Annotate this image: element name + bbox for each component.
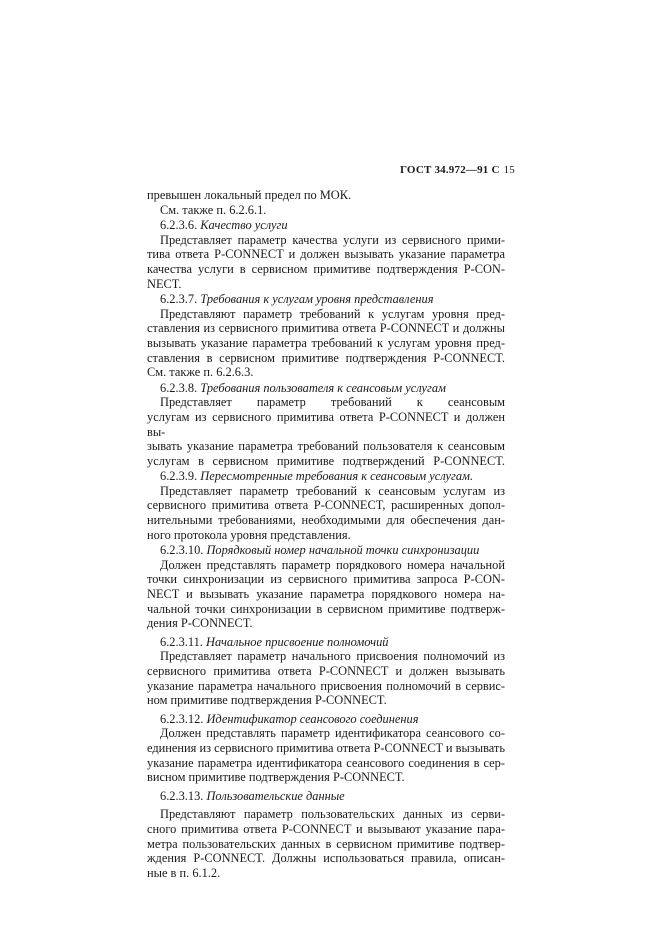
paragraph-line: метра пользовательских данных в сервисном примитиве подтвер- <box>147 836 505 851</box>
section-heading <box>147 381 505 396</box>
paragraph-line: NECT и вызывать указание параметра порядкового номера на- <box>147 587 505 602</box>
section-number: 6.2.3.13. <box>160 788 204 803</box>
section-6-2-3-9 <box>147 469 505 542</box>
section-title: Качество услуги <box>200 218 288 233</box>
section-number: 6.2.3.7. <box>160 292 198 307</box>
paragraph-line: услугам из сервисного примитива ответа P-CONNECT и должен вы- <box>147 409 505 439</box>
section-6-2-3-12 <box>147 712 505 785</box>
header-page-number: 15 <box>503 164 515 176</box>
section-heading <box>147 789 505 804</box>
section-title: Порядковый номер начальной точки синхронизации <box>206 543 480 558</box>
paragraph-line: единения из сервисного примитива ответа P-CONNECT и вызывать <box>147 740 505 755</box>
paragraph-line: сервисного примитива ответа P-CONNECT, расширенных допол- <box>147 498 505 513</box>
paragraph-line: чальной точки синхронизации в сервисном примитиве подтверж- <box>147 601 505 616</box>
paragraph-line: Должен представлять параметр идентификатора сеансового со- <box>160 726 505 741</box>
section-6-2-3-6 <box>147 218 505 291</box>
section-6-2-3-8 <box>147 381 505 469</box>
intro-line-2: См. также п. 6.2.6.1. <box>160 202 267 217</box>
document-body <box>147 188 505 880</box>
section-6-2-3-13 <box>147 789 505 881</box>
section-6-2-3-7 <box>147 292 505 380</box>
section-title: Требования пользователя к сеансовым услугам <box>200 380 446 395</box>
section-number: 6.2.3.12. <box>160 711 204 726</box>
paragraph-line: качества услуги в сервисном примитиве подтверждения P-CON- <box>147 261 505 276</box>
paragraph-line: дения P-CONNECT. <box>147 616 253 631</box>
paragraph-line: указание параметра идентификатора сеансового соединения в сер- <box>147 755 505 770</box>
page-header <box>400 164 515 176</box>
paragraph-line: Представляет параметр начального присвоения полномочий из <box>160 649 505 664</box>
section-heading <box>147 469 505 484</box>
section-6-2-3-11 <box>147 635 505 708</box>
section-title: Начальное присвоение полномочий <box>206 634 389 649</box>
paragraph-line: тива ответа P-CONNECT и должен вызывать указание параметра <box>147 247 505 262</box>
paragraph-line: ного протокола уровня представления. <box>147 527 351 542</box>
intro-line-1: превышен локальный предел по МОК. <box>147 188 352 202</box>
paragraph-line: См. также п. 6.2.6.3. <box>147 365 254 380</box>
section-title: Требования к услугам уровня представления <box>200 292 434 307</box>
section-heading <box>147 292 505 307</box>
paragraph-line: ставления из сервисного примитива ответа P-CONNECT и должны <box>147 321 505 336</box>
section-heading <box>147 635 505 650</box>
paragraph-line: услугам в сервисном примитиве подтверждений P-CONNECT. <box>147 453 505 468</box>
section-number: 6.2.3.9. <box>160 469 198 484</box>
paragraph-line: Должен представлять параметр порядкового номера начальной <box>160 557 505 572</box>
paragraph-line: Представляют параметр пользовательских данных из серви- <box>160 807 505 822</box>
paragraph-line: Представляет параметр качества услуги из сервисного прими- <box>160 232 505 247</box>
paragraph-line: ждения P-CONNECT. Должны использоваться правила, описан- <box>147 851 505 866</box>
paragraph-line: нительными требованиями, необходимыми для обеспечения дан- <box>147 513 505 528</box>
paragraph-line: ные в п. 6.1.2. <box>147 865 221 880</box>
section-title: Идентификатор сеансового соединения <box>206 711 419 726</box>
paragraph-line: Представляет параметр требований к сеансовым <box>160 395 505 410</box>
section-number: 6.2.3.11. <box>160 634 203 649</box>
section-heading <box>147 543 505 558</box>
section-number: 6.2.3.10. <box>160 543 204 558</box>
section-number: 6.2.3.8. <box>160 380 198 395</box>
paragraph-line: висном примитиве подтверждения P-CONNECT. <box>147 770 405 785</box>
paragraph-line: Представляют параметр требований к услугам уровня пред- <box>160 306 505 321</box>
paragraph-line: точки синхронизации из сервисного примитива запроса P-CON- <box>147 572 505 587</box>
paragraph-line: вызывать указание параметра требований к услугам уровня пред- <box>147 335 505 350</box>
section-title: Пользовательские данные <box>206 788 345 803</box>
section-title: Пересмотренные требования к сеансовым услугам. <box>200 469 474 484</box>
section-heading <box>147 218 505 233</box>
paragraph-line: зывать указание параметра требований пользователя к сеансовым <box>147 439 505 454</box>
paragraph-line: сного примитива ответа P-CONNECT и вызывают указание пара- <box>147 821 505 836</box>
paragraph-line: Представляет параметр требований к сеансовым услугам из <box>160 483 505 498</box>
section-heading <box>147 712 505 727</box>
header-doc-code: ГОСТ 34.972—91 С <box>400 164 500 176</box>
paragraph-line: указание параметра начального присвоения полномочий в сервис- <box>147 678 505 693</box>
section-number: 6.2.3.6. <box>160 218 198 233</box>
section-6-2-3-10 <box>147 543 505 631</box>
paragraph-line: сервисного примитива ответа P-CONNECT и должен вызывать <box>147 664 505 678</box>
paragraph-line: ном примитиве подтверждения P-CONNECT. <box>147 693 387 708</box>
paragraph-line: NECT. <box>147 276 182 291</box>
paragraph-line: ставления в сервисном примитиве подтверждения P-CONNECT. <box>147 350 505 365</box>
